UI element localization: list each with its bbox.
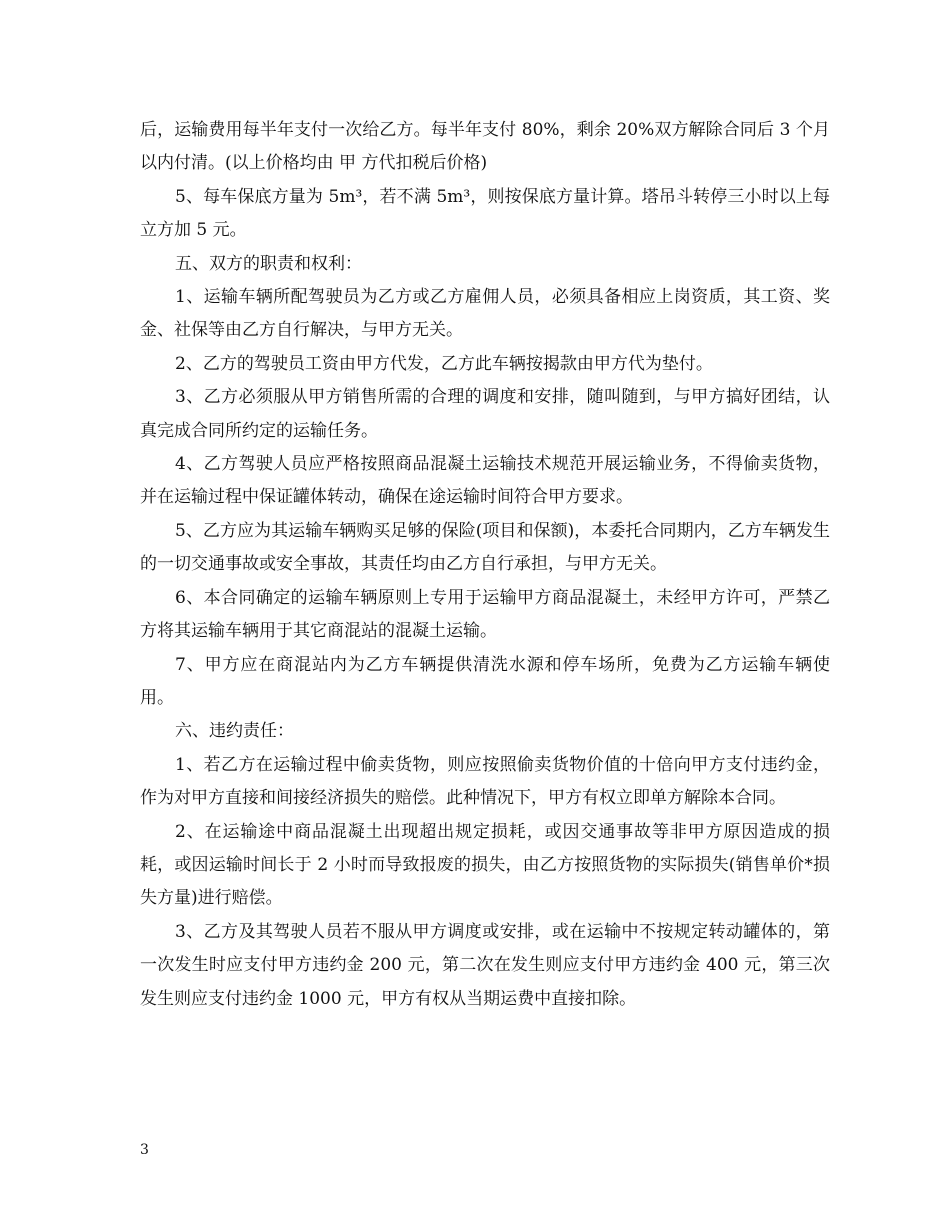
- paragraph-duty-3: 3、乙方必须服从甲方销售所需的合理的调度和安排，随叫随到，与甲方搞好团结，认真完成合同所约定的运输任务。: [140, 387, 830, 441]
- paragraph-duty-6: 6、本合同确定的运输车辆原则上专用于运输甲方商品混凝土，未经甲方许可，严禁乙方将其运输车辆用于其它商混站的混凝土运输。: [140, 587, 830, 642]
- paragraph-breach-3: 3、乙方及其驾驶人员若不服从甲方调度或安排，或在运输中不按规定转动罐体的，第一次发生时应支付甲方违约金 200 元，第二次在发生则应支付甲方违约金 400 元，第三次发生则应支付违约金 1000 元，甲方有权从当期运费中直接扣除。: [140, 921, 830, 1009]
- section-heading-duties-rights: 五、双方的职责和权利：: [175, 253, 362, 274]
- paragraph-duty-2: 2、乙方的驾驶员工资由甲方代发，乙方此车辆按揭款由甲方代为垫付。: [175, 353, 713, 374]
- paragraph-duty-5: 5、乙方应为其运输车辆购买足够的保险(项目和保额)，本委托合同期内，乙方车辆发生的一切交通事故或安全事故，其责任均由乙方自行承担，与甲方无关。: [140, 520, 830, 575]
- paragraph-duty-4: 4、乙方驾驶人员应严格按照商品混凝土运输技术规范开展运输业务，不得偷卖货物，并在运输过程中保证罐体转动，确保在途运输时间符合甲方要求。: [140, 454, 830, 508]
- paragraph-payment-terms: 后，运输费用每半年支付一次给乙方。每半年支付 80%，剩余 20%双方解除合同后 3 个月以内付清。(以上价格均由 甲 方代扣税后价格): [140, 120, 830, 174]
- page-number: 3: [140, 1142, 149, 1158]
- paragraph-breach-1: 1、若乙方在运输过程中偷卖货物，则应按照偷卖货物价值的十倍向甲方支付违约金，作为对甲方直接和间接经济损失的赔偿。此种情况下，甲方有权立即单方解除本合同。: [140, 754, 830, 809]
- paragraph-duty-7: 7、甲方应在商混站内为乙方车辆提供清洗水源和停车场所，免费为乙方运输车辆使用。: [140, 654, 830, 708]
- document-body: [140, 114, 830, 1016]
- paragraph-minimum-volume: 5、每车保底方量为 5m³，若不满 5m³，则按保底方量计算。塔吊斗转停三小时以上每立方加 5 元。: [140, 186, 830, 241]
- paragraph-breach-2: 2、在运输途中商品混凝土出现超出规定损耗，或因交通事故等非甲方原因造成的损耗，或因运输时间长于 2 小时而导致报废的损失，由乙方按照货物的实际损失(销售单价*损失方量)进行赔偿。: [140, 821, 830, 909]
- paragraph-duty-1: 1、运输车辆所配驾驶员为乙方或乙方雇佣人员，必须具备相应上岗资质，其工资、奖金、社保等由乙方自行解决，与甲方无关。: [140, 287, 830, 341]
- section-heading-breach: 六、违约责任：: [175, 721, 294, 742]
